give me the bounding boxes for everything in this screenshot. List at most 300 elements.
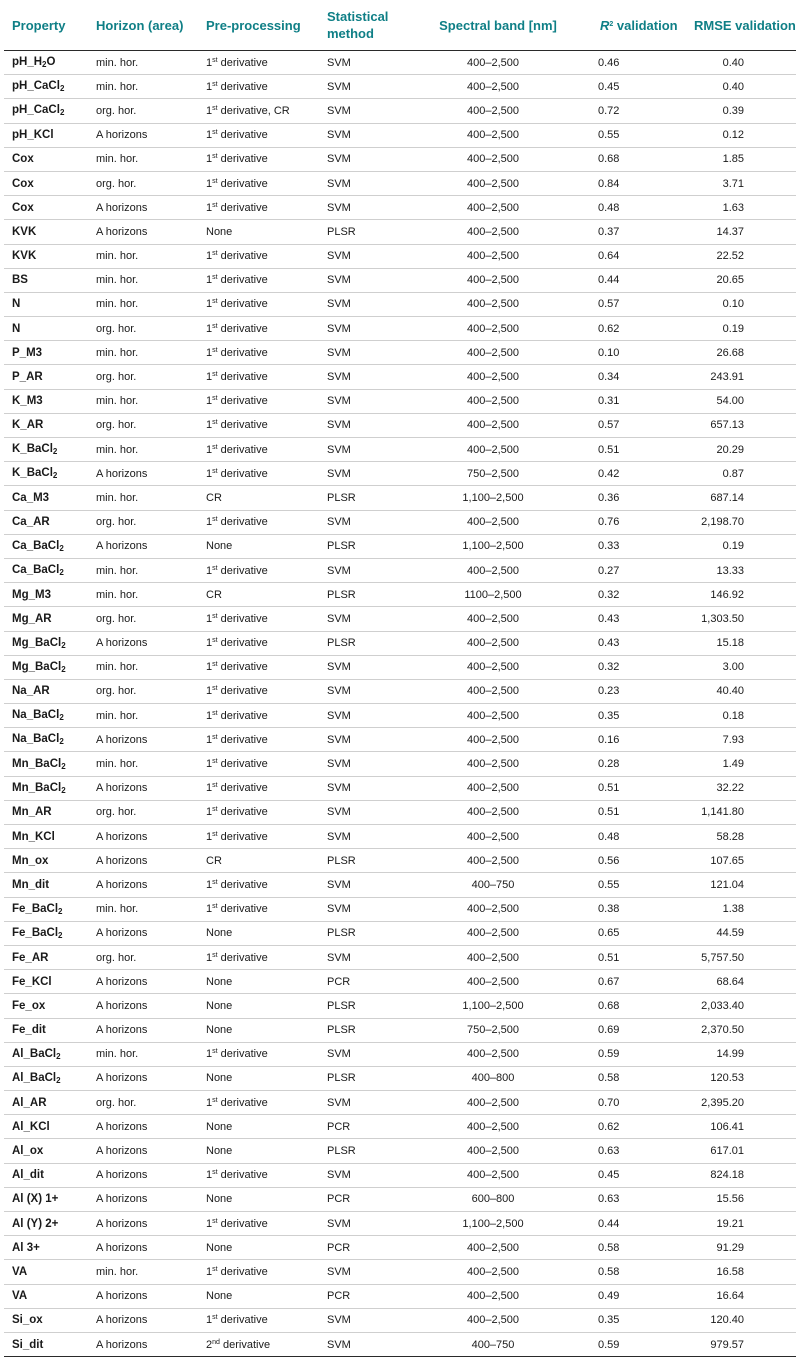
- cell-property: pH_CaCl$_2$: [4, 99, 88, 123]
- table-row: [4, 1139, 796, 1163]
- cell-rmse: 13.33: [686, 558, 796, 582]
- cell-property: Cox: [4, 171, 88, 195]
- cell-rmse: 1,303.50: [686, 607, 796, 631]
- cell-preprocessing: 1st derivative: [198, 341, 319, 365]
- cell-method: PLSR: [319, 849, 434, 873]
- cell-method: SVM: [319, 341, 434, 365]
- cell-r2: 0.27: [592, 558, 686, 582]
- table-row: [4, 728, 796, 752]
- cell-property: Fe_KCl: [4, 970, 88, 994]
- cell-horizon: A horizons: [88, 776, 198, 800]
- cell-rmse: 687.14: [686, 486, 796, 510]
- table-row: [4, 1066, 796, 1090]
- table-row: [4, 1187, 796, 1211]
- cell-spectral-band: 600–800: [434, 1187, 592, 1211]
- cell-method: PLSR: [319, 921, 434, 945]
- cell-horizon: org. hor.: [88, 945, 198, 969]
- cell-r2: 0.63: [592, 1139, 686, 1163]
- cell-preprocessing: 1st derivative: [198, 365, 319, 389]
- cell-r2: 0.59: [592, 1332, 686, 1356]
- cell-method: SVM: [319, 558, 434, 582]
- cell-r2: 0.28: [592, 752, 686, 776]
- cell-spectral-band: 400–2,500: [434, 1163, 592, 1187]
- cell-preprocessing: 1st derivative: [198, 728, 319, 752]
- cell-rmse: 107.65: [686, 849, 796, 873]
- cell-r2: 0.44: [592, 1212, 686, 1236]
- cell-method: SVM: [319, 438, 434, 462]
- cell-spectral-band: 400–2,500: [434, 220, 592, 244]
- cell-method: PCR: [319, 1115, 434, 1139]
- cell-rmse: 0.10: [686, 292, 796, 316]
- cell-rmse: 15.56: [686, 1187, 796, 1211]
- cell-preprocessing: None: [198, 1284, 319, 1308]
- cell-method: PLSR: [319, 1139, 434, 1163]
- cell-r2: 0.35: [592, 704, 686, 728]
- table-row: [4, 196, 796, 220]
- table-row: [4, 776, 796, 800]
- table-row: [4, 75, 796, 99]
- cell-r2: 0.70: [592, 1091, 686, 1115]
- cell-rmse: 2,370.50: [686, 1018, 796, 1042]
- cell-property: VA: [4, 1260, 88, 1284]
- table-row: [4, 800, 796, 824]
- cell-r2: 0.57: [592, 413, 686, 437]
- cell-method: PCR: [319, 1187, 434, 1211]
- cell-rmse: 14.99: [686, 1042, 796, 1066]
- cell-preprocessing: 1st derivative: [198, 1042, 319, 1066]
- cell-horizon: min. hor.: [88, 897, 198, 921]
- cell-rmse: 16.58: [686, 1260, 796, 1284]
- cell-preprocessing: 1st derivative: [198, 1260, 319, 1284]
- cell-spectral-band: 400–2,500: [434, 413, 592, 437]
- cell-preprocessing: 1st derivative: [198, 510, 319, 534]
- cell-spectral-band: 400–2,500: [434, 292, 592, 316]
- table-row: [4, 99, 796, 123]
- table-row: [4, 389, 796, 413]
- cell-property: P_AR: [4, 365, 88, 389]
- cell-spectral-band: 400–2,500: [434, 75, 592, 99]
- cell-r2: 0.68: [592, 994, 686, 1018]
- cell-rmse: 0.40: [686, 75, 796, 99]
- cell-rmse: 3.00: [686, 655, 796, 679]
- cell-rmse: 1.38: [686, 897, 796, 921]
- cell-r2: 0.51: [592, 776, 686, 800]
- cell-method: SVM: [319, 1042, 434, 1066]
- cell-method: SVM: [319, 1260, 434, 1284]
- cell-rmse: 0.40: [686, 51, 796, 75]
- cell-property: KVK: [4, 220, 88, 244]
- cell-property: Al_BaCl$_2$: [4, 1042, 88, 1066]
- table-row: [4, 583, 796, 607]
- cell-property: Fe_ox: [4, 994, 88, 1018]
- cell-preprocessing: 1st derivative: [198, 631, 319, 655]
- header-rmse: RMSE validation: [686, 0, 796, 51]
- cell-property: Na_AR: [4, 679, 88, 703]
- cell-horizon: A horizons: [88, 220, 198, 244]
- cell-r2: 0.65: [592, 921, 686, 945]
- cell-spectral-band: 400–2,500: [434, 51, 592, 75]
- cell-method: SVM: [319, 607, 434, 631]
- table-row: [4, 413, 796, 437]
- cell-rmse: 0.39: [686, 99, 796, 123]
- cell-property: P_M3: [4, 341, 88, 365]
- cell-rmse: 0.19: [686, 534, 796, 558]
- cell-r2: 0.76: [592, 510, 686, 534]
- cell-preprocessing: 1st derivative: [198, 800, 319, 824]
- cell-property: Mn_KCl: [4, 825, 88, 849]
- cell-horizon: min. hor.: [88, 244, 198, 268]
- cell-horizon: min. hor.: [88, 268, 198, 292]
- cell-spectral-band: 400–2,500: [434, 679, 592, 703]
- cell-preprocessing: 1st derivative: [198, 607, 319, 631]
- cell-horizon: min. hor.: [88, 389, 198, 413]
- cell-property: Fe_dit: [4, 1018, 88, 1042]
- cell-rmse: 19.21: [686, 1212, 796, 1236]
- cell-preprocessing: 1st derivative: [198, 776, 319, 800]
- cell-r2: 0.37: [592, 220, 686, 244]
- cell-preprocessing: 1st derivative: [198, 389, 319, 413]
- table-row: [4, 1115, 796, 1139]
- cell-rmse: 7.93: [686, 728, 796, 752]
- cell-r2: 0.68: [592, 147, 686, 171]
- cell-spectral-band: 400–2,500: [434, 438, 592, 462]
- cell-horizon: A horizons: [88, 994, 198, 1018]
- header-preprocessing: Pre-processing: [198, 0, 319, 51]
- cell-method: PLSR: [319, 486, 434, 510]
- cell-spectral-band: 400–2,500: [434, 825, 592, 849]
- cell-horizon: A horizons: [88, 631, 198, 655]
- cell-preprocessing: None: [198, 921, 319, 945]
- cell-r2: 0.23: [592, 679, 686, 703]
- cell-horizon: min. hor.: [88, 147, 198, 171]
- cell-preprocessing: 1st derivative: [198, 704, 319, 728]
- cell-property: Al_ox: [4, 1139, 88, 1163]
- cell-method: SVM: [319, 365, 434, 389]
- cell-rmse: 146.92: [686, 583, 796, 607]
- cell-horizon: org. hor.: [88, 1091, 198, 1115]
- cell-method: SVM: [319, 704, 434, 728]
- cell-horizon: org. hor.: [88, 607, 198, 631]
- cell-horizon: min. hor.: [88, 1042, 198, 1066]
- cell-spectral-band: 400–2,500: [434, 1042, 592, 1066]
- cell-method: SVM: [319, 99, 434, 123]
- cell-r2: 0.51: [592, 945, 686, 969]
- table-row: [4, 655, 796, 679]
- cell-preprocessing: 1st derivative: [198, 123, 319, 147]
- cell-preprocessing: None: [198, 970, 319, 994]
- cell-spectral-band: 1,100–2,500: [434, 1212, 592, 1236]
- cell-horizon: A horizons: [88, 196, 198, 220]
- cell-rmse: 54.00: [686, 389, 796, 413]
- table-row: [4, 994, 796, 1018]
- cell-r2: 0.16: [592, 728, 686, 752]
- cell-r2: 0.51: [592, 438, 686, 462]
- cell-preprocessing: 1st derivative: [198, 897, 319, 921]
- cell-preprocessing: 1st derivative: [198, 558, 319, 582]
- cell-rmse: 15.18: [686, 631, 796, 655]
- cell-horizon: A horizons: [88, 1115, 198, 1139]
- cell-spectral-band: 400–2,500: [434, 1284, 592, 1308]
- header-spectral-band: Spectral band [nm]: [434, 0, 592, 51]
- cell-spectral-band: 750–2,500: [434, 1018, 592, 1042]
- table-row: [4, 244, 796, 268]
- cell-horizon: A horizons: [88, 825, 198, 849]
- cell-property: Ca_M3: [4, 486, 88, 510]
- cell-rmse: 0.19: [686, 317, 796, 341]
- cell-horizon: A horizons: [88, 1284, 198, 1308]
- cell-rmse: 243.91: [686, 365, 796, 389]
- cell-property: Al (X) 1+: [4, 1187, 88, 1211]
- cell-horizon: min. hor.: [88, 51, 198, 75]
- cell-method: SVM: [319, 147, 434, 171]
- cell-preprocessing: 1st derivative: [198, 1091, 319, 1115]
- table-row: [4, 365, 796, 389]
- cell-property: Mn_ox: [4, 849, 88, 873]
- cell-spectral-band: 400–2,500: [434, 607, 592, 631]
- cell-spectral-band: 400–2,500: [434, 921, 592, 945]
- cell-spectral-band: 400–2,500: [434, 389, 592, 413]
- cell-property: Al_dit: [4, 1163, 88, 1187]
- table-row: [4, 1042, 796, 1066]
- table-row: [4, 1212, 796, 1236]
- cell-r2: 0.42: [592, 462, 686, 486]
- cell-r2: 0.31: [592, 389, 686, 413]
- cell-preprocessing: None: [198, 1115, 319, 1139]
- cell-method: SVM: [319, 752, 434, 776]
- cell-preprocessing: None: [198, 1018, 319, 1042]
- cell-method: SVM: [319, 825, 434, 849]
- cell-method: SVM: [319, 171, 434, 195]
- cell-method: SVM: [319, 776, 434, 800]
- table-row: [4, 558, 796, 582]
- table-row: [4, 1163, 796, 1187]
- cell-preprocessing: 1st derivative: [198, 413, 319, 437]
- cell-horizon: min. hor.: [88, 341, 198, 365]
- cell-horizon: min. hor.: [88, 1260, 198, 1284]
- cell-preprocessing: None: [198, 994, 319, 1018]
- cell-spectral-band: 400–2,500: [434, 147, 592, 171]
- table-row: [4, 679, 796, 703]
- cell-property: N: [4, 317, 88, 341]
- cell-preprocessing: 1st derivative: [198, 462, 319, 486]
- table-row: [4, 171, 796, 195]
- cell-r2: 0.64: [592, 244, 686, 268]
- cell-spectral-band: 400–2,500: [434, 196, 592, 220]
- cell-r2: 0.51: [592, 800, 686, 824]
- table-row: [4, 631, 796, 655]
- cell-property: Cox: [4, 147, 88, 171]
- cell-rmse: 20.29: [686, 438, 796, 462]
- cell-spectral-band: 400–750: [434, 873, 592, 897]
- cell-rmse: 20.65: [686, 268, 796, 292]
- table-row: [4, 341, 796, 365]
- table-row: [4, 1260, 796, 1284]
- cell-property: Mg_AR: [4, 607, 88, 631]
- cell-property: pH_KCl: [4, 123, 88, 147]
- cell-method: SVM: [319, 800, 434, 824]
- cell-spectral-band: 400–2,500: [434, 510, 592, 534]
- cell-preprocessing: 1st derivative: [198, 51, 319, 75]
- cell-method: PLSR: [319, 220, 434, 244]
- cell-horizon: min. hor.: [88, 704, 198, 728]
- cell-r2: 0.58: [592, 1236, 686, 1260]
- cell-horizon: A horizons: [88, 1018, 198, 1042]
- table-row: [4, 534, 796, 558]
- cell-preprocessing: 1st derivative: [198, 438, 319, 462]
- cell-spectral-band: 400–2,500: [434, 123, 592, 147]
- cell-preprocessing: 1st derivative: [198, 171, 319, 195]
- cell-method: SVM: [319, 945, 434, 969]
- cell-method: SVM: [319, 317, 434, 341]
- cell-horizon: org. hor.: [88, 679, 198, 703]
- cell-horizon: org. hor.: [88, 413, 198, 437]
- table-row: [4, 1091, 796, 1115]
- cell-method: SVM: [319, 679, 434, 703]
- cell-rmse: 3.71: [686, 171, 796, 195]
- cell-method: SVM: [319, 123, 434, 147]
- cell-method: SVM: [319, 728, 434, 752]
- cell-spectral-band: 400–2,500: [434, 776, 592, 800]
- cell-spectral-band: 400–2,500: [434, 1260, 592, 1284]
- cell-preprocessing: 1st derivative: [198, 1308, 319, 1332]
- cell-preprocessing: CR: [198, 849, 319, 873]
- cell-r2: 0.34: [592, 365, 686, 389]
- cell-horizon: org. hor.: [88, 171, 198, 195]
- cell-rmse: 120.53: [686, 1066, 796, 1090]
- cell-spectral-band: 400–2,500: [434, 897, 592, 921]
- cell-method: SVM: [319, 462, 434, 486]
- cell-rmse: 1,141.80: [686, 800, 796, 824]
- cell-property: Na_BaCl$_2$: [4, 728, 88, 752]
- table-row: [4, 268, 796, 292]
- table-body: [4, 51, 796, 1357]
- table-row: [4, 945, 796, 969]
- cell-preprocessing: None: [198, 1187, 319, 1211]
- cell-property: Ca_BaCl$_2$: [4, 558, 88, 582]
- cell-preprocessing: 1st derivative: [198, 147, 319, 171]
- cell-r2: 0.63: [592, 1187, 686, 1211]
- cell-r2: 0.35: [592, 1308, 686, 1332]
- table-row: [4, 849, 796, 873]
- cell-property: K_BaCl$_2$: [4, 462, 88, 486]
- cell-preprocessing: 1st derivative: [198, 268, 319, 292]
- table-row: [4, 825, 796, 849]
- cell-property: Fe_BaCl$_2$: [4, 921, 88, 945]
- cell-r2: 0.72: [592, 99, 686, 123]
- cell-property: Fe_AR: [4, 945, 88, 969]
- cell-r2: 0.58: [592, 1260, 686, 1284]
- table-row: [4, 1236, 796, 1260]
- cell-rmse: 2,033.40: [686, 994, 796, 1018]
- cell-preprocessing: None: [198, 1139, 319, 1163]
- table-row: [4, 1284, 796, 1308]
- table-row: [4, 607, 796, 631]
- cell-method: PLSR: [319, 1066, 434, 1090]
- table-row: [4, 970, 796, 994]
- cell-spectral-band: 400–750: [434, 1332, 592, 1356]
- cell-preprocessing: 1st derivative: [198, 75, 319, 99]
- cell-rmse: 657.13: [686, 413, 796, 437]
- cell-horizon: A horizons: [88, 970, 198, 994]
- table-row: [4, 1018, 796, 1042]
- cell-spectral-band: 400–2,500: [434, 945, 592, 969]
- cell-method: SVM: [319, 75, 434, 99]
- cell-r2: 0.62: [592, 317, 686, 341]
- cell-property: K_AR: [4, 413, 88, 437]
- cell-method: PCR: [319, 1236, 434, 1260]
- cell-rmse: 979.57: [686, 1332, 796, 1356]
- cell-rmse: 91.29: [686, 1236, 796, 1260]
- cell-property: KVK: [4, 244, 88, 268]
- cell-property: Mg_BaCl$_2$: [4, 631, 88, 655]
- cell-rmse: 1.85: [686, 147, 796, 171]
- cell-r2: 0.84: [592, 171, 686, 195]
- cell-preprocessing: None: [198, 534, 319, 558]
- cell-horizon: org. hor.: [88, 317, 198, 341]
- cell-property: Al_KCl: [4, 1115, 88, 1139]
- cell-property: Al_BaCl$_2$: [4, 1066, 88, 1090]
- cell-method: SVM: [319, 655, 434, 679]
- cell-horizon: min. hor.: [88, 292, 198, 316]
- table-row: [4, 438, 796, 462]
- cell-horizon: min. hor.: [88, 583, 198, 607]
- cell-rmse: 1.49: [686, 752, 796, 776]
- header-horizon: Horizon (area): [88, 0, 198, 51]
- cell-rmse: 0.12: [686, 123, 796, 147]
- cell-horizon: A horizons: [88, 462, 198, 486]
- cell-property: Mn_BaCl$_2$: [4, 752, 88, 776]
- cell-preprocessing: CR: [198, 583, 319, 607]
- cell-spectral-band: 1,100–2,500: [434, 486, 592, 510]
- cell-rmse: 106.41: [686, 1115, 796, 1139]
- cell-preprocessing: 1st derivative: [198, 1212, 319, 1236]
- cell-property: Al_AR: [4, 1091, 88, 1115]
- cell-r2: 0.45: [592, 75, 686, 99]
- cell-rmse: 1.63: [686, 196, 796, 220]
- cell-r2: 0.36: [592, 486, 686, 510]
- cell-r2: 0.55: [592, 873, 686, 897]
- cell-horizon: org. hor.: [88, 99, 198, 123]
- cell-property: Cox: [4, 196, 88, 220]
- cell-horizon: A horizons: [88, 123, 198, 147]
- cell-rmse: 16.64: [686, 1284, 796, 1308]
- cell-r2: 0.32: [592, 583, 686, 607]
- cell-rmse: 120.40: [686, 1308, 796, 1332]
- table-row: [4, 510, 796, 534]
- cell-horizon: min. hor.: [88, 655, 198, 679]
- table-row: [4, 752, 796, 776]
- cell-rmse: 121.04: [686, 873, 796, 897]
- cell-spectral-band: 400–2,500: [434, 631, 592, 655]
- cell-method: SVM: [319, 244, 434, 268]
- cell-rmse: 68.64: [686, 970, 796, 994]
- cell-property: Al (Y) 2+: [4, 1212, 88, 1236]
- cell-horizon: min. hor.: [88, 752, 198, 776]
- cell-r2: 0.67: [592, 970, 686, 994]
- cell-preprocessing: 1st derivative: [198, 292, 319, 316]
- cell-spectral-band: 400–2,500: [434, 800, 592, 824]
- cell-property: Mn_AR: [4, 800, 88, 824]
- cell-horizon: A horizons: [88, 1308, 198, 1332]
- table-row: [4, 147, 796, 171]
- cell-property: K_M3: [4, 389, 88, 413]
- cell-preprocessing: CR: [198, 486, 319, 510]
- cell-method: SVM: [319, 873, 434, 897]
- cell-horizon: min. hor.: [88, 438, 198, 462]
- cell-spectral-band: 400–2,500: [434, 655, 592, 679]
- cell-spectral-band: 400–2,500: [434, 558, 592, 582]
- cell-rmse: 0.87: [686, 462, 796, 486]
